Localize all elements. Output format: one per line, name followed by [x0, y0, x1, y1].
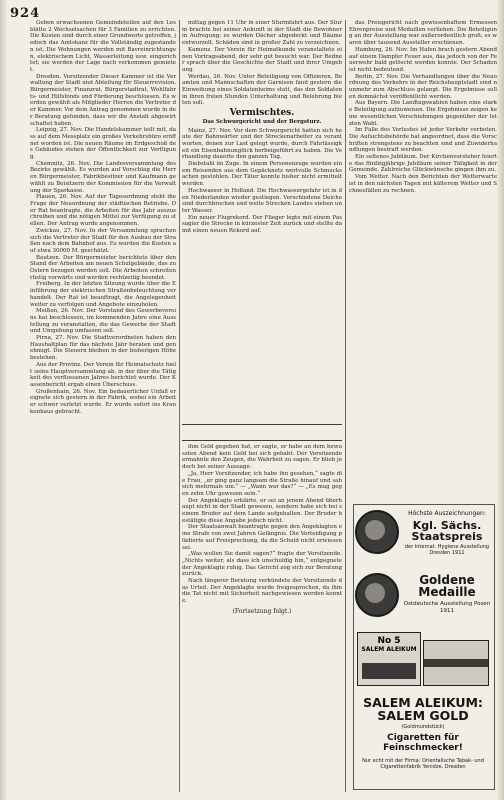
- article-paragraph: Plauen, 26. Nov. Auf der Tagesordnung steht die Frage der Neuordnung der städtischen Betriebe. Der Rat beantragte, die Arbeiten für das Jahr auszuschreiben und die nötigen Mittel zur Verfügung zu stellen. Der Antrag wurde angenommen.: [30, 194, 176, 228]
- article-paragraph: Leipzig, 27. Nov. Die Handelskammer teilt mit, dass auf dem Messplatz ein großes Verkehrsbüro eröffnet worden ist. Die neuen Räume im Erdgeschoß des Gebäudes stehen der Öffentlichkeit zur Verfügung.: [30, 127, 176, 161]
- story-paragraph: Nach längerer Beratung verkündete der Vorsitzende das Urteil. Der Angeklagte wurde freigesprochen, da ihm die Tat nicht mit Sicherheit nachgewiesen werden konnte.: [182, 578, 342, 605]
- article-column-1: [30, 20, 176, 792]
- article-paragraph: Hochwasser in Holland. Die Hochwassergefahr ist in den Niederlanden wieder gestiegen. Verschiedene Deiche sind durchbrochen und weite Strecken Landes stehen unter Wasser.: [182, 187, 342, 214]
- article-paragraph: Aus der Provinz. Der Verein für Heimatschutz hielt seine Hauptversammlung ab, in der über die Tätigkeit des verflossenen Jahres berichtet wurde. Der Kassenbericht ergab einen Überschuss.: [30, 361, 176, 388]
- article-paragraph: Aus Bayern. Die Landtagswahlen haben eine starke Beteiligung aufzuweisen. Die Ergebnisse zeigen keine wesentlichen Verschiebungen gegenüber der letzten Wahl.: [349, 100, 497, 127]
- ad-award-subtitle: der Internat. Hygiene Ausstellung Dresden 1911: [404, 544, 490, 556]
- article-paragraph: Diebstahl im Zuge. In einem Personenzuge wurden einem Reisenden aus dem Gepäcknetz wertvolle Schmucksachen gestohlen. Der Täter konnte bisher nicht ermittelt werden.: [182, 161, 342, 188]
- article-paragraph: Chemnitz, 26. Nov. Die Landesversammlung des Bezirks gewählt. Es wurden auf Vorschlag die Herren Bürgermeister, Fabrikbesitzer und Kaufmann gewählt zu Beisitzern der Kommission für die Verwaltung der Sparkasse.: [30, 160, 176, 194]
- section-heading: Vermischtes.: [229, 108, 295, 119]
- article-paragraph: Mainz, 27. Nov. Vor dem Schwurgericht hatten sich heute der Bahnwärter und der Streckenarbeiter zu verantworten, denen zur Last gelegt wurde, durch Fahrlässigkeit ein Eisenbahnunglück herbeigeführt zu haben. Die Verhandlung dauerte den ganzen Tag.: [182, 127, 342, 161]
- article-paragraph: Meißen, 26. Nov. Der Vorstand des Gewerbevereins hat beschlossen, im kommenden Jahre eine Ausstellung zu veranstalten, die das Gewerbe der Stadt und Umgebung umfassen soll.: [30, 308, 176, 335]
- article-paragraph: das Preisgericht nach gewissenhaftem Ermessen Ehrenpreise und Medaillen verliehen. Die Beteiligung an der Ausstellung war außerordentlich groß; es waren über tausend Aussteller erschienen.: [349, 20, 497, 47]
- column-rule-1: [179, 20, 180, 792]
- article-paragraph: Geben erwachsenen Gemeindeteilen auf den Lesblätte 2 Wechselsachen für 3 Familien zu errichten. Die Kosten sind durch einer Grundwerte getroffen, jedoch das Amtskanz für die Vollständig zugestanden ist. Die Wohnungen werden mit Bavreinrichtungen, elektrischem Licht, Wasserleitung usw. eingerichtet; sie werden der Lage nach verkommen gemietet.: [30, 20, 176, 73]
- medal-icon: [355, 510, 399, 554]
- article-paragraph: Werdau, 26. Nov. Unter Beteiligung von Offizieren, Beamten und Mannschaften der Garnison fand gestern die Einweihung eines Soldatenheims statt, das den Soldaten in ihren freien Stunden Unterhaltung und Belehrung bieten soll.: [182, 73, 342, 107]
- package-number: No 5: [377, 636, 401, 646]
- page-edge-left: [0, 0, 7, 800]
- article-paragraph: Pirna, 27. Nov. Die Stadtverordneten haben den Haushaltplan für das nächste Jahr beraten und genehmigt. Die Steuern bleiben in der bisherigen Höhe bestehen.: [30, 335, 176, 362]
- section-rule-lower: [182, 440, 342, 441]
- subsection-heading: Das Schwurgericht und der Bergsturz.: [202, 118, 322, 125]
- section-rule: [182, 424, 342, 425]
- article-paragraph: Ein neuer Flugrekord. Der Flieger legte mit einem Passagier die Strecke in kürzester Zeit zurück und stellte damit einen neuen Rekord auf.: [182, 214, 342, 235]
- ad-award-title-2: Goldene Medaille: [418, 573, 476, 599]
- ad-brand-subtitle: (Goldmundstück): [401, 724, 445, 730]
- article-column-3: [349, 20, 497, 498]
- ad-top-note: Höchste Auszeichnungen:: [408, 510, 486, 517]
- package-brand: SALEM ALEIKUM: [361, 646, 417, 653]
- article-paragraph: Zwickau, 27. Nov. In der Versammlung sprachen sich die Vertreter der Stadt für den Ausbau der Straßen nach dem Bahnhof aus. Es wurden die Kosten auf etwa 30000 M. geschätzt.: [30, 227, 176, 254]
- column-rule-2: [345, 20, 346, 792]
- story-paragraph: Der Angeklagte erklärte, er sei an jenem Abend überhaupt nicht in der Stadt gewesen, sondern habe sich bei seinem Bruder auf dem Lande aufgehalten. Der Bruder bestätigte diese Angabe jedoch nicht.: [182, 497, 342, 524]
- continuation-note: (Fortsetzung folgt.): [232, 607, 292, 615]
- cigarette-advertisement: [349, 500, 497, 792]
- article-paragraph: Berlin, 27. Nov. Die Verhandlungen über die Neuordnung des Verkehrs in der Reichshauptstadt sind nunmehr zum Abschluss gelangt. Die Ergebnisse sollen demnächst veröffentlicht werden.: [349, 73, 497, 100]
- article-paragraph: Vom Wetter. Nach den Berichten der Wetterwarte ist in den nächsten Tagen mit kälterem Wetter und Schneefällen zu rechnen.: [349, 174, 497, 194]
- cigarette-package-illustration: [357, 632, 421, 686]
- story-paragraph: Der Staatsanwalt beantragte gegen den Angeklagten eine Strafe von zwei Jahren Gefängnis. Die Verteidigung plädierte auf Freisprechung, da die Schuld nicht erwiesen sei.: [182, 524, 342, 551]
- article-paragraph: Hamburg, 26. Nov. Im Hafen brach gestern Abend auf einem Dampfer Feuer aus, das jedoch von der Feuerwehr bald gelöscht werden konnte. Der Schaden ist nicht bedeutend.: [349, 46, 497, 73]
- article-paragraph: Großenhain, 26. Nov. Ein bedauerlicher Unfall ereignete sich gestern in der Fabrik, wobei ein Arbeiter schwer verletzt wurde. Er wurde sofort ins Krankenhaus gebracht.: [30, 388, 176, 415]
- story-paragraph: „Was wollen Sie damit sagen?“ fragte der Vorsitzende. „Nichts weiter, als dass ich unschuldig bin,“ entgegnete der Angeklagte ruhig. Das Gericht zog sich zur Beratung zurück.: [182, 551, 342, 578]
- article-paragraph: mittag gegen 11 Uhr in einer Sturmfahrt aus. Der Sturm brachte bei seiner Ankunft in der Stadt die Bewohner in Aufregung; es wurden Dächer abgedeckt und Bäume entwurzelt. Schäden sind in großer Zahl zu verzeichnen.: [182, 20, 342, 47]
- medal-icon: [355, 573, 399, 617]
- article-paragraph: Bautzen. Der Bürgermeister berichtete über den Stand der Arbeiten am neuen Schulgebäude, das zu Ostern bezogen werden soll. Die Arbeiten schreiten rüstig vorwärts und werden rechtzeitig beendet.: [30, 254, 176, 281]
- ad-brand-name: SALEM ALEIKUM: SALEM GOLD: [363, 695, 483, 723]
- serial-story-column: [182, 444, 342, 792]
- story-paragraph: ihm Geld gegeben hat, er sagte, er habe an dem bewussten Abend kein Geld bei sich gehabt. Der Vorsitzende ermahnte den Zeugen, die Wahrheit zu sagen. Er blieb jedoch bei seiner Aussage.: [182, 444, 342, 471]
- ad-footer: Nur echt mit der Firma: Orientalische Tabak- und Cigarettenfabrik Yenidze, Dresden: [362, 758, 484, 770]
- article-paragraph: Dresden. Vorsitzender Dieser Kammer ist die Verwaltung der Stadt und Abteilung für Steuerrevision. Bürgermeister, Finanzrat, Bürgerstadtrat, Wohlfahrts- und Hilfsfonds und Förderung beschlossen. Es werden gewählt als Mitglieder Herren die Vertreter der Kammer. Vor dem Antrag genommen wurde in der Beratung gefunden, dass wir die Anstalt abgewirtschaftet haben.: [30, 73, 176, 127]
- article-paragraph: Kamenz. Der Verein für Heimatkunde veranstaltete einen Vortragsabend, der sehr gut besucht war. Der Redner sprach über die Geschichte der Stadt und ihrer Umgebung.: [182, 46, 342, 73]
- ad-award-subtitle-2: Ostdeutsche Ausstellung Posen 1911: [403, 601, 491, 614]
- story-paragraph: „Ja, Herr Vorsitzender, ich habe ihn gesehen,“ sagte die Frau, „er ging ganz langsam die Straße hinauf und sah sich mehrmals um.“ — „Wann war das?“ — „Es mag gegen zehn Uhr gewesen sein.“: [182, 470, 342, 497]
- article-paragraph: Ein seltenes Jubiläum. Der Kirchenvorsteher feierte das fünfzigjährige Jubiläum seiner Tätigkeit in der Gemeinde. Zahlreiche Glückwünsche gingen ihm zu.: [349, 154, 497, 174]
- cigarette-box-illustration: [423, 640, 489, 686]
- page-number: 924: [10, 6, 41, 21]
- article-paragraph: Im Falle des Verlustes ist jeder Verkehr verboten. Die Aufsichtsbehörde hat angeordnet, dass die Vorschriften strengstens zu beachten sind und Zuwiderhandlungen bestraft werden.: [349, 127, 497, 154]
- article-column-2: [182, 20, 342, 420]
- ad-award-title: Kgl. Sächs. Staatspreis: [411, 519, 483, 543]
- page-edge-right: [497, 0, 504, 800]
- ad-tagline: Cigaretten für Feinschmecker!: [383, 733, 463, 753]
- article-paragraph: Freiberg. In der letzten Sitzung wurde über die Einführung der elektrischen Straßenbeleuchtung verhandelt. Der Rat ist beauftragt, die Angelegenheit weiter zu verfolgen und Angebote einzuholen.: [30, 281, 176, 308]
